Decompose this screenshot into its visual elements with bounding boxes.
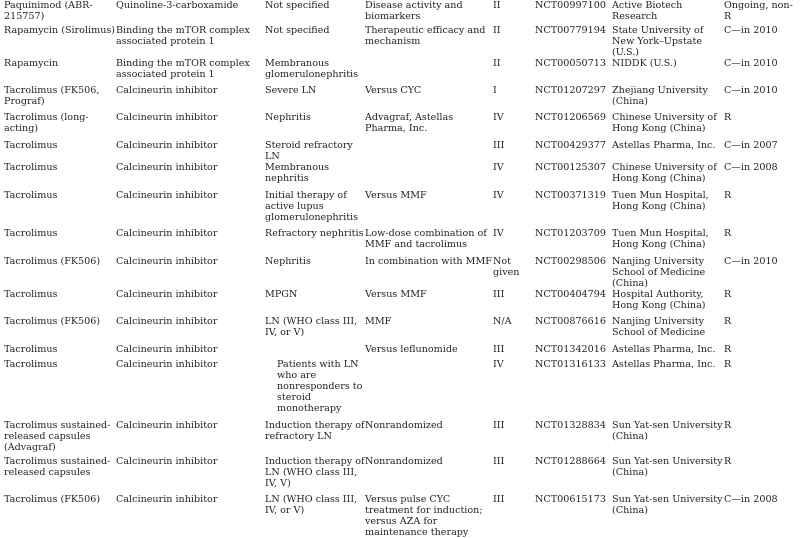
status-cell: R [724, 228, 732, 239]
phase-cell: III [493, 344, 505, 355]
sponsor-cell: Chinese University of Hong Kong (China) [612, 112, 717, 134]
sponsor-cell: NIDDK (U.S.) [612, 58, 677, 69]
drug-name-cell: Tacrolimus [4, 289, 58, 300]
phase-cell: IV [493, 162, 504, 173]
study-design-cell: Versus CYC [365, 85, 422, 96]
indication-cell: Initial therapy of active lupus glomerulonephritis [265, 190, 359, 223]
mechanism-cell: Calcineurin inhibitor [116, 112, 218, 123]
status-cell: R [724, 344, 732, 355]
study-design-cell: Versus pulse CYC treatment for induction; versus AZA for maintenance therapy [365, 494, 483, 538]
status-cell: C—in 2008 [724, 162, 778, 173]
indication-cell: Refractory nephritis [265, 228, 364, 239]
status-cell: Ongoing, non-R [724, 0, 793, 22]
trial-id-cell: NCT01203709 [535, 228, 606, 239]
indication-cell: Nephritis [265, 256, 311, 267]
mechanism-cell: Calcineurin inhibitor [116, 162, 218, 173]
sponsor-cell: Sun Yat-sen University (China) [612, 420, 723, 442]
drug-name-cell: Rapamycin [4, 58, 59, 69]
mechanism-cell: Calcineurin inhibitor [116, 316, 218, 327]
mechanism-cell: Calcineurin inhibitor [116, 228, 218, 239]
drug-name-cell: Tacrolimus [4, 344, 58, 355]
study-design-cell: Disease activity and biomarkers [365, 0, 463, 22]
indication-cell: MPGN [265, 289, 298, 300]
mechanism-cell: Calcineurin inhibitor [116, 289, 218, 300]
mechanism-cell: Calcineurin inhibitor [116, 344, 218, 355]
drug-name-cell: Tacrolimus (FK506) [4, 494, 101, 505]
phase-cell: IV [493, 112, 504, 123]
sponsor-cell: Active Biotech Research [612, 0, 683, 22]
phase-cell: IV [493, 190, 504, 201]
phase-cell: II [493, 25, 501, 36]
sponsor-cell: Tuen Mun Hospital, Hong Kong (China) [612, 228, 709, 250]
mechanism-cell: Binding the mTOR complex associated protein 1 [116, 58, 250, 80]
indication-cell [265, 344, 365, 359]
status-cell: C—in 2010 [724, 25, 778, 36]
indication-cell: LN (WHO class III, IV, or V) [265, 316, 358, 338]
trial-id-cell: NCT00615173 [535, 494, 606, 505]
sponsor-cell: Zhejiang University (China) [612, 85, 708, 107]
indication-cell: Steroid refractory LN [265, 140, 353, 162]
trial-id-cell: NCT00404794 [535, 289, 606, 300]
study-design-cell: MMF [365, 316, 392, 327]
table-row [0, 0, 800, 25]
status-cell: R [724, 289, 732, 300]
trial-id-cell: NCT00050713 [535, 58, 606, 69]
mechanism-cell: Calcineurin inhibitor [116, 420, 218, 431]
indication-cell: Severe LN [265, 85, 317, 96]
table-row [0, 58, 800, 85]
table-row [0, 190, 800, 228]
study-design-cell: Versus MMF [365, 190, 427, 201]
indication-cell: Membranous glomerulonephritis [265, 58, 359, 80]
indication-cell: Not specified [265, 0, 330, 11]
study-design-cell [365, 359, 493, 420]
status-cell: R [724, 316, 732, 327]
status-cell: R [724, 359, 732, 370]
trial-id-cell: NCT01288664 [535, 456, 606, 467]
table-row [0, 420, 800, 456]
table-row [0, 112, 800, 140]
status-cell: R [724, 190, 732, 201]
drug-name-cell: Tacrolimus [4, 140, 58, 151]
status-cell: R [724, 456, 732, 467]
study-design-cell: Versus MMF [365, 289, 427, 300]
study-design-cell: Nonrandomized [365, 420, 443, 431]
trial-id-cell: NCT00371319 [535, 190, 606, 201]
sponsor-cell: State University of New York–Upstate (U.S.) [612, 25, 704, 58]
status-cell: C—in 2010 [724, 85, 778, 96]
drug-name-cell: Tacrolimus sustained-released capsules [4, 456, 111, 478]
status-cell: C—in 2010 [724, 58, 778, 69]
trial-id-cell: NCT01342016 [535, 344, 606, 355]
trial-id-cell: NCT01206569 [535, 112, 606, 123]
mechanism-cell: Calcineurin inhibitor [116, 85, 218, 96]
indication-cell: LN (WHO class III, IV, or V) [265, 494, 358, 516]
table-row [0, 256, 800, 289]
table-row [0, 162, 800, 190]
drug-name-cell: Paquinimod (ABR-215757) [4, 0, 93, 22]
drug-name-cell: Tacrolimus (FK506) [4, 316, 101, 327]
indication-cell: Not specified [265, 25, 330, 36]
phase-cell: III [493, 289, 505, 300]
status-cell: R [724, 420, 732, 431]
sponsor-cell: Astellas Pharma, Inc. [612, 359, 716, 370]
table-row [0, 25, 800, 58]
study-design-cell [365, 162, 493, 190]
study-design-cell: Advagraf, Astellas Pharma, Inc. [365, 112, 454, 134]
indication-cell: Induction therapy of LN (WHO class III, IV, V) [265, 456, 365, 489]
study-design-cell [365, 140, 493, 162]
mechanism-cell: Calcineurin inhibitor [116, 140, 218, 151]
mechanism-cell: Calcineurin inhibitor [116, 359, 218, 370]
table-row [0, 228, 800, 256]
mechanism-cell: Binding the mTOR complex associated protein 1 [116, 25, 250, 47]
indication-cell: Patients with LN who are nonresponders to steroid monotherapy [277, 359, 363, 414]
sponsor-cell: Sun Yat-sen University (China) [612, 494, 723, 516]
study-design-cell [365, 58, 493, 85]
status-cell: C—in 2007 [724, 140, 778, 151]
sponsor-cell: Tuen Mun Hospital, Hong Kong (China) [612, 190, 709, 212]
trial-id-cell: NCT00125307 [535, 162, 606, 173]
phase-cell: IV [493, 228, 504, 239]
phase-cell: Not given [493, 256, 520, 278]
sponsor-cell: Astellas Pharma, Inc. [612, 140, 716, 151]
drug-name-cell: Tacrolimus [4, 190, 58, 201]
drug-name-cell: Tacrolimus [4, 228, 58, 239]
sponsor-cell: Chinese University of Hong Kong (China) [612, 162, 717, 184]
indication-cell: Induction therapy of refractory LN [265, 420, 365, 442]
phase-cell: II [493, 0, 501, 11]
trial-id-cell: NCT00298506 [535, 256, 606, 267]
study-design-cell: Therapeutic efficacy and mechanism [365, 25, 486, 47]
trial-id-cell: NCT01328834 [535, 420, 606, 431]
mechanism-cell: Quinoline-3-carboxamide [116, 0, 239, 11]
drug-name-cell: Tacrolimus (FK506, Prograf) [4, 85, 100, 107]
study-design-cell: In combination with MMF [365, 256, 492, 267]
mechanism-cell: Calcineurin inhibitor [116, 456, 218, 467]
status-cell: C—in 2010 [724, 256, 778, 267]
phase-cell: III [493, 456, 505, 467]
status-cell: R [724, 112, 732, 123]
trial-id-cell: NCT01316133 [535, 359, 606, 370]
table-row [0, 289, 800, 316]
trial-id-cell: NCT00779194 [535, 25, 606, 36]
phase-cell: III [493, 494, 505, 505]
trial-id-cell: NCT01207297 [535, 85, 606, 96]
drug-name-cell: Tacrolimus [4, 359, 58, 370]
sponsor-cell: Nanjing University School of Medicine (China) [612, 256, 706, 289]
table-row [0, 140, 800, 162]
phase-cell: IV [493, 359, 504, 370]
table-row [0, 359, 800, 420]
table-row [0, 494, 800, 538]
phase-cell: III [493, 140, 505, 151]
phase-cell: II [493, 58, 501, 69]
phase-cell: N/A [493, 316, 512, 327]
indication-cell: Membranous nephritis [265, 162, 330, 184]
sponsor-cell: Sun Yat-sen University (China) [612, 456, 723, 478]
mechanism-cell: Calcineurin inhibitor [116, 256, 218, 267]
sponsor-cell: Nanjing University School of Medicine [612, 316, 706, 338]
trial-id-cell: NCT00997100 [535, 0, 606, 11]
phase-cell: III [493, 420, 505, 431]
study-design-cell: Versus leflunomide [365, 344, 458, 355]
sponsor-cell: Hospital Authority, Hong Kong (China) [612, 289, 706, 311]
drug-name-cell: Rapamycin (Sirolimus) [4, 25, 116, 36]
table-row [0, 456, 800, 494]
table-row [0, 85, 800, 112]
drug-name-cell: Tacrolimus (long-acting) [4, 112, 89, 134]
drug-name-cell: Tacrolimus (FK506) [4, 256, 101, 267]
sponsor-cell: Astellas Pharma, Inc. [612, 344, 716, 355]
table-row [0, 344, 800, 359]
mechanism-cell: Calcineurin inhibitor [116, 190, 218, 201]
drug-name-cell: Tacrolimus [4, 162, 58, 173]
trial-id-cell: NCT00429377 [535, 140, 606, 151]
study-design-cell: Nonrandomized [365, 456, 443, 467]
mechanism-cell: Calcineurin inhibitor [116, 494, 218, 505]
phase-cell: I [493, 85, 497, 96]
drug-name-cell: Tacrolimus sustained-released capsules (Advagraf) [4, 420, 111, 453]
trial-id-cell: NCT00876616 [535, 316, 606, 327]
table-row [0, 316, 800, 344]
study-design-cell: Low-dose combination of MMF and tacrolimus [365, 228, 487, 250]
indication-cell: Nephritis [265, 112, 311, 123]
status-cell: C—in 2008 [724, 494, 778, 505]
